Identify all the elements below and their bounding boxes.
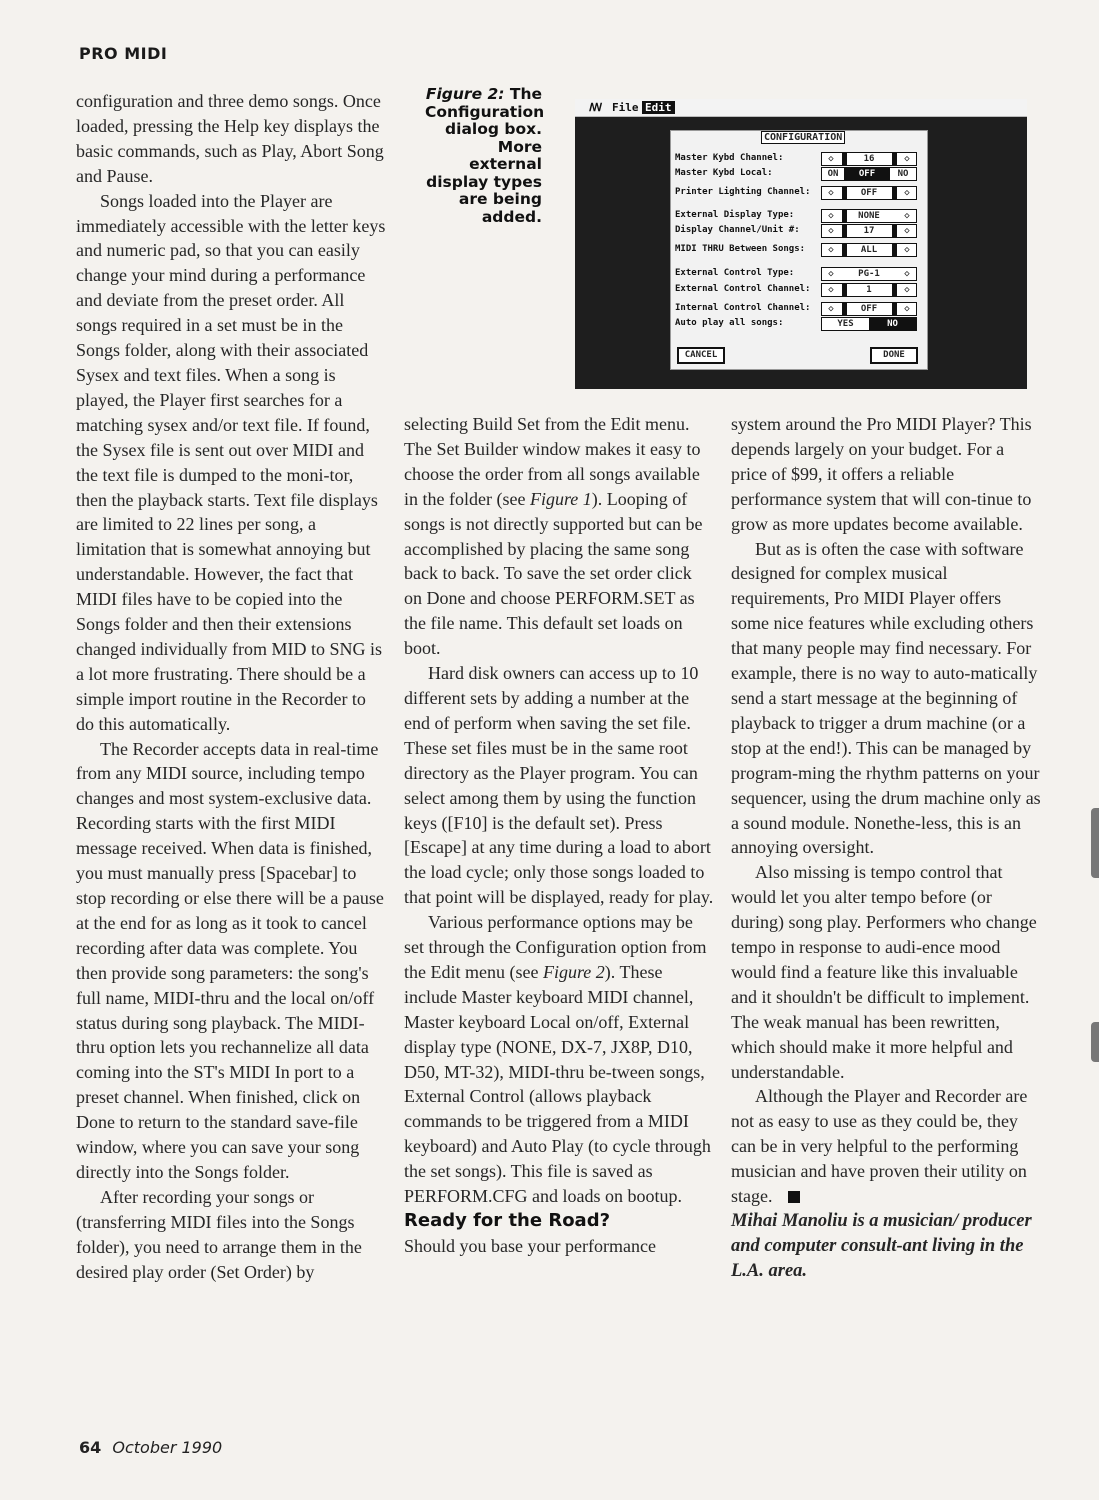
article-column-1 (76, 89, 386, 1285)
option-off[interactable]: OFF (844, 168, 890, 180)
author-byline: Mihai Manoliu is a musician/ producer and computer consult-ant living in the L.A. area. (731, 1211, 1032, 1281)
arrow-right-icon[interactable]: ◇ (904, 188, 910, 198)
edge-mark (1091, 808, 1099, 878)
option-no[interactable]: NO (897, 169, 909, 179)
internal-control-channel-selector[interactable] (821, 302, 917, 316)
external-control-channel-selector[interactable] (821, 283, 917, 297)
arrow-left-icon[interactable]: ◇ (828, 245, 834, 255)
section-header: PRO MIDI (79, 44, 168, 63)
dialog-title: CONFIGURATION (761, 131, 845, 144)
figure-reference: Figure 1 (529, 488, 592, 509)
arrow-left-icon[interactable]: ◇ (828, 211, 834, 221)
arrow-right-icon[interactable]: ◇ (904, 211, 910, 221)
menu-edit[interactable]: Edit (642, 101, 675, 114)
midi-thru-selector[interactable] (821, 243, 917, 257)
config-label: Display Channel/Unit #: (675, 225, 800, 235)
text-run: ). Looping of songs is not directly supported but can be accomplished by placing the same song back to back. To save the set order click on Done and choose PERFORM.SET as the file name. This default set loads on boot. (404, 488, 703, 659)
external-control-type-selector[interactable] (821, 267, 917, 281)
done-button[interactable]: DONE (870, 347, 918, 364)
arrow-right-icon[interactable]: ◇ (904, 304, 910, 314)
text-run: Various performance options may be set through the Configuration option from the Edit menu (see (404, 912, 707, 982)
config-label: Master Kybd Local: (675, 168, 773, 178)
paragraph (731, 1084, 1043, 1209)
subheading: Ready for the Road? (404, 1210, 611, 1231)
arrow-right-icon[interactable]: ◇ (904, 154, 910, 164)
config-label: Master Kybd Channel: (675, 153, 784, 163)
edge-mark (1091, 1022, 1099, 1062)
display-channel-selector[interactable] (821, 224, 917, 238)
article-column-2 (404, 412, 714, 1259)
paragraph: But as is often the case with software designed for complex musical requirements, Pro MIDI Player offers some nice features while excluding others that many people may find necessary. For example, there is no way to auto-matically send a start message at the beginning of playback to trigger a drum machine (or a stop at the end!). This can be managed by program-ming the rhythm patterns on your sequencer, using the drum machine only as a sound module. Nonethe-less, this is an annoying oversight. (731, 538, 1041, 858)
page-number: 64 (79, 1438, 102, 1457)
config-label: MIDI THRU Between Songs: (675, 244, 806, 254)
divider (892, 244, 897, 256)
arrow-left-icon[interactable]: ◇ (828, 154, 834, 164)
text-run: selecting Build Set from the Edit menu. The Set Builder window makes it easy to choose the order from all songs available in the folder (see (404, 414, 701, 509)
configuration-screenshot (575, 99, 1027, 389)
config-value: ALL (860, 245, 878, 255)
divider (892, 303, 897, 315)
config-label: Auto play all songs: (675, 318, 784, 328)
paragraph: The Recorder accepts data in real-time from any MIDI source, including tempo changes and most system-exclusive data. Recording starts with the first MIDI message received. When data is finished, you must manually press [Spacebar] to stop recording or else there will be a pause at the end for as long as it took to cancel recording after data was complete. You then provide song parameters: the song's full name, MIDI-thru and the local on/off status during song playback. The MIDI-thru option lets you rechannelize all data coming into the ST's MIDI In port to a preset channel. When finished, click on Done to return to the standard save-file window, where you can save your song directly into the Songs folder. (76, 738, 384, 1182)
paragraph: Should you base your performance (404, 1235, 656, 1256)
config-value: 17 (863, 226, 875, 236)
cancel-button[interactable]: CANCEL (677, 347, 725, 364)
divider (892, 187, 897, 199)
figure-reference: Figure 2 (542, 961, 605, 982)
arrow-right-icon[interactable]: ◇ (904, 245, 910, 255)
divider (892, 284, 897, 296)
config-label: External Display Type: (675, 210, 795, 220)
config-value: OFF (860, 304, 878, 314)
arrow-left-icon[interactable]: ◇ (828, 285, 834, 295)
option-no[interactable]: NO (869, 318, 916, 330)
arrow-right-icon[interactable]: ◇ (904, 269, 910, 279)
option-on[interactable]: ON (827, 169, 839, 179)
page-footer (79, 1438, 222, 1457)
config-label: External Control Type: (675, 268, 795, 278)
paragraph (404, 412, 714, 661)
divider (892, 225, 897, 237)
divider (892, 153, 897, 165)
config-value: NONE (858, 211, 880, 221)
config-value: PG-1 (858, 269, 880, 279)
option-yes[interactable]: YES (837, 319, 854, 329)
paragraph (404, 910, 714, 1209)
text-run: Although the Player and Recorder are not as easy to use as they could be, they can be in very helpful to the performing musician and have proven their utility on stage. (731, 1086, 1028, 1207)
printer-lighting-channel-selector[interactable] (821, 186, 917, 200)
text-run: ). These include Master keyboard MIDI channel, Master keyboard Local on/off, External display type (NONE, DX-7, JX8P, D10, D50, MT-32), MIDI-thru be-tween songs, External Control (allows playback commands to be triggered from a MIDI keyboard) and Auto Play (to cycle through the set songs). This file is saved as PERFORM.CFG and loads on bootup. (404, 961, 711, 1207)
paragraph: configuration and three demo songs. Once loaded, pressing the Help key displays the basic commands, such as Play, Abort Song and Pause. (76, 91, 384, 186)
config-label: Printer Lighting Channel: (675, 187, 811, 197)
config-label: Internal Control Channel: (675, 303, 811, 313)
arrow-left-icon[interactable]: ◇ (828, 188, 834, 198)
config-value: 16 (863, 154, 875, 164)
menu-bar (575, 99, 1027, 117)
menu-file[interactable]: File (612, 101, 639, 114)
external-display-type-selector[interactable] (821, 209, 917, 223)
issue-date: October 1990 (112, 1438, 223, 1457)
figure-caption (425, 85, 545, 226)
paragraph: system around the Pro MIDI Player? This depends largely on your budget. For a price of $99, it offers a reliable performance system that will con-tinue to grow as more updates become available. (731, 414, 1032, 534)
arrow-right-icon[interactable]: ◇ (904, 285, 910, 295)
atari-logo-icon[interactable]: ꟿ (589, 101, 603, 114)
figure-label: Figure 2: (425, 85, 505, 103)
arrow-right-icon[interactable]: ◇ (904, 226, 910, 236)
master-kybd-channel-selector[interactable] (821, 152, 917, 166)
auto-play-toggle[interactable] (821, 317, 917, 331)
figure-caption-text: The Configuration dialog box. More external display types are being added. (425, 85, 545, 226)
paragraph: After recording your songs or (transferring MIDI files into the Songs folder), you need to arrange them in the desired play order (Set Order) by (76, 1186, 362, 1282)
paragraph: Hard disk owners can access up to 10 different sets by adding a number at the end of perform when saving the set file. These set files must be in the same root directory as the Player program. You can select among them by using the function keys ([F10] is the default set). Press [Escape] at any time during a load to abort the load cycle; only those songs loaded to that point will be displayed, ready for play. (404, 663, 714, 908)
master-kybd-local-toggle[interactable] (821, 167, 917, 181)
arrow-left-icon[interactable]: ◇ (828, 304, 834, 314)
end-mark-icon (788, 1191, 800, 1203)
arrow-left-icon[interactable]: ◇ (828, 269, 834, 279)
config-value: 1 (866, 285, 872, 295)
arrow-left-icon[interactable]: ◇ (828, 226, 834, 236)
paragraph: Also missing is tempo control that would let you alter tempo before (or during) song play. Performers who change tempo in response to audi-ence mood would find a feature like this invaluable and it shouldn't be difficult to implement. The weak manual has been rewritten, which should make it more helpful and understandable. (731, 862, 1037, 1082)
paragraph: Songs loaded into the Player are immediately accessible with the letter keys and numeric pad, so that you can easily change your mind during a performance and deviate from the preset order. All songs required in a set must be in the Songs folder, along with their associated Sysex and text files. When a song is played, the Player first searches for a matching sysex and/or text file. If found, the Sysex file is sent out over MIDI and the text file is dumped to the moni-tor, then the playback starts. Text file displays are limited to 22 lines per song, a limitation that is somewhat annoying but understandable. However, the fact that MIDI files have to be copied into the Songs folder and then their extensions changed individually from MID to SNG is a lot more frustrating. There should be a simple import routine in the Recorder to do this automatically. (76, 190, 386, 734)
configuration-dialog (670, 130, 928, 370)
config-label: External Control Channel: (675, 284, 811, 294)
config-value: OFF (860, 188, 878, 198)
article-column-3 (731, 412, 1043, 1284)
